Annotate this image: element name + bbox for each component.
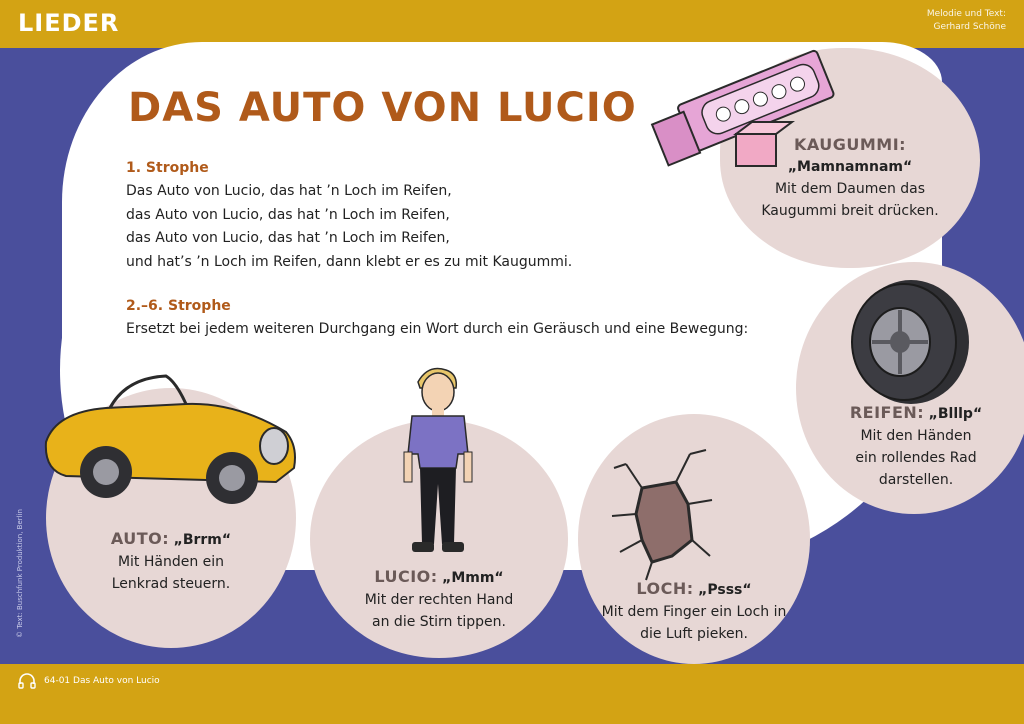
lucio-card	[320, 566, 558, 633]
section-label: LIEDER	[18, 9, 120, 37]
tire-illustration	[846, 276, 976, 406]
kaugummi-keyword: KAUGUMMI:	[793, 135, 907, 154]
loch-sound: „Psss“	[698, 582, 752, 598]
auto-line-1: Mit Händen ein	[117, 554, 225, 570]
loch-line-2: die Luft pieken.	[640, 626, 748, 642]
lucio-sound: „Mmm“	[442, 570, 504, 586]
verse-line: das Auto von Lucio, das hat ’n Loch im Reifen,	[126, 206, 450, 223]
reifen-keyword: REIFEN:	[849, 403, 925, 422]
reifen-line-1: Mit den Händen	[860, 428, 972, 444]
verse-line: und hat’s ’n Loch im Reifen, dann klebt er es zu mit Kaugummi.	[126, 253, 573, 270]
loch-line-1: Mit dem Finger ein Loch in	[601, 604, 787, 620]
kaugummi-line-1: Mit dem Daumen das	[774, 181, 926, 197]
top-bar	[0, 0, 1024, 48]
bottom-bar	[0, 664, 1024, 724]
auto-card	[56, 528, 286, 595]
credit-line-1: Melodie und Text:	[926, 9, 1006, 19]
auto-sound: „Brrm“	[173, 532, 232, 548]
loch-card	[584, 578, 804, 645]
lucio-line-1: Mit der rechten Hand	[364, 592, 514, 608]
boy-illustration	[388, 364, 488, 560]
auto-line-2: Lenkrad steuern.	[111, 576, 231, 592]
reifen-line-3: darstellen.	[878, 472, 954, 488]
reifen-line-2: ein rollendes Rad	[855, 450, 977, 466]
strophe-2-heading: 2.–6. Strophe	[126, 298, 231, 314]
verse-line: das Auto von Lucio, das hat ’n Loch im Reifen,	[126, 230, 450, 246]
car-illustration	[36, 372, 306, 512]
kaugummi-sound: „Mamnamnam“	[787, 159, 913, 175]
lucio-line-2: an die Stirn tippen.	[372, 614, 506, 630]
headphones-icon	[18, 673, 36, 689]
strophe-1-heading: 1. Strophe	[126, 160, 209, 176]
page-title: DAS AUTO VON LUCIO	[128, 85, 637, 131]
auto-keyword: AUTO:	[110, 529, 170, 548]
reifen-card	[806, 402, 1024, 491]
kaugummi-line-2: Kaugummi breit drücken.	[761, 203, 939, 219]
reifen-sound: „Blllp“	[928, 406, 983, 422]
side-copyright: © Text: Buschfunk Produktion, Berlin	[16, 509, 24, 638]
audio-track-label: 64-01 Das Auto von Lucio	[44, 676, 160, 686]
hole-illustration	[606, 444, 716, 584]
credit-line-2: Gerhard Schöne	[933, 22, 1006, 32]
verse-line: Das Auto von Lucio, das hat ’n Loch im Reifen,	[126, 183, 452, 199]
credit	[927, 8, 1006, 34]
lucio-keyword: LUCIO:	[374, 567, 438, 586]
strophe-1-verse	[126, 180, 572, 274]
kaugummi-card	[722, 134, 978, 222]
strophe-2-text: Ersetzt bei jedem weiteren Durchgang ein Wort durch ein Geräusch und eine Bewegung:	[126, 321, 749, 337]
loch-keyword: LOCH:	[636, 579, 694, 598]
